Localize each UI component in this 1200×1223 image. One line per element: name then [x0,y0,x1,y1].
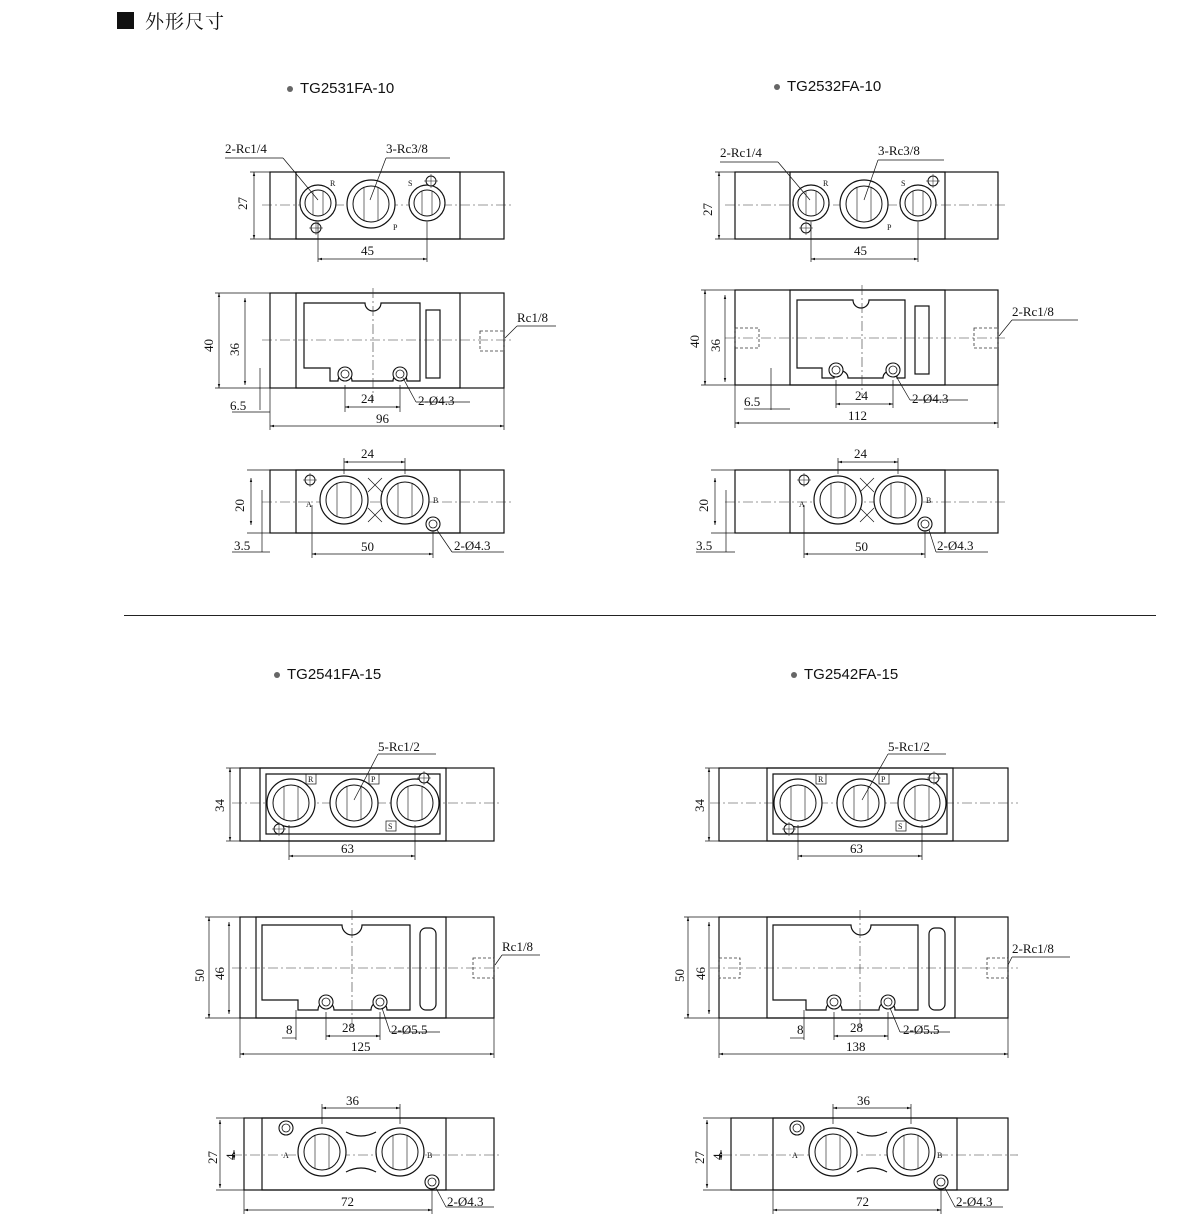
dim-34: 34 [212,799,227,812]
dim-50: 50 [192,969,207,982]
drawing-tg2542 [672,739,1070,1214]
dim-4: 4 [223,1153,238,1160]
callout-rc38: 3-Rc3/8 [386,141,428,156]
dim-45: 45 [361,243,374,258]
dim-138: 138 [846,1039,866,1054]
port-r-label: R [823,179,829,188]
dim-24: 24 [855,388,868,403]
callout-rc18: Rc1/8 [502,939,534,954]
callout-hole55: 2-Ø5.5 [391,1022,428,1037]
callout-rc14: 2-Rc1/4 [720,145,762,160]
model-name: TG2532FA-10 [787,78,882,95]
callout-hole43: 2-Ø4.3 [912,391,949,406]
top-view [700,143,1008,262]
dim-50: 50 [855,539,868,554]
dim-112: 112 [848,408,868,423]
dim-40: 40 [687,335,702,348]
port-b-label: B [926,496,932,505]
port-b-label: B [427,1151,433,1160]
dim-40: 40 [201,339,216,352]
top-view [212,739,502,860]
dim-28: 28 [342,1020,355,1035]
dim-63: 63 [341,841,354,856]
bottom-view [692,1093,1018,1214]
dim-36: 36 [857,1093,870,1108]
port-s-label: S [901,179,906,188]
callout-hole43: 2-Ø4.3 [418,393,455,408]
callout-rc18: Rc1/8 [517,310,549,325]
dim-50: 50 [672,969,687,982]
callout-rc38: 3-Rc3/8 [878,143,920,158]
model-name: TG2541FA-15 [287,666,382,683]
dim-36: 36 [227,343,242,356]
bottom-view [696,446,1008,558]
dim-24: 24 [361,446,374,461]
front-view [201,288,556,430]
callout-hole43: 2-Ø4.3 [447,1194,484,1209]
dim-24: 24 [854,446,867,461]
drawing-tg2532 [687,143,1078,558]
callout-rc14: 2-Rc1/4 [225,141,267,156]
dim-36: 36 [708,339,723,352]
dim-63: 63 [850,841,863,856]
callout-rc18x2: 2-Rc1/8 [1012,941,1054,956]
dim-96: 96 [376,411,389,426]
port-a-label: A [283,1151,289,1160]
callout-rc18x2: 2-Rc1/8 [1012,304,1054,319]
front-view [672,910,1070,1058]
dim-72: 72 [856,1194,869,1209]
dim-20: 20 [696,499,711,512]
dim-3-5: 3.5 [696,538,713,553]
dim-28: 28 [850,1020,863,1035]
callout-hole55: 2-Ø5.5 [903,1022,940,1037]
dim-27: 27 [700,203,715,216]
dim-20: 20 [232,499,247,512]
dim-6-5: 6.5 [744,394,761,409]
dim-27: 27 [692,1151,707,1164]
port-a-label: A [792,1151,798,1160]
dim-46: 46 [693,967,708,980]
dim-34: 34 [692,799,707,812]
port-a-label: A [306,500,312,509]
port-s-label: S [408,179,413,188]
section-title: 外形尺寸 [145,11,226,33]
port-p-label: P [371,775,376,784]
port-p-label: P [881,775,886,784]
port-p-label: P [887,223,892,232]
top-view [692,739,1018,860]
dim-6-5: 6.5 [230,398,247,413]
port-b-label: B [433,496,439,505]
dim-27: 27 [205,1151,220,1164]
model-name: TG2542FA-15 [804,666,899,683]
callout-hole43: 2-Ø4.3 [956,1194,993,1209]
bottom-view [232,446,512,558]
top-view [225,141,512,262]
dim-27: 27 [235,197,250,210]
dim-8: 8 [286,1022,293,1037]
dim-50: 50 [361,539,374,554]
dim-36: 36 [346,1093,359,1108]
dim-45: 45 [854,243,867,258]
callout-rc12: 5-Rc1/2 [378,739,420,754]
port-b-label: B [937,1151,943,1160]
port-a-label: A [799,500,805,509]
port-s-label: S [388,822,393,831]
port-r-label: R [818,775,824,784]
callout-hole43: 2-Ø4.3 [454,538,491,553]
port-s-label: S [898,822,903,831]
port-r-label: R [308,775,314,784]
front-view [687,285,1078,428]
callout-rc12: 5-Rc1/2 [888,739,930,754]
port-r-label: R [330,179,336,188]
dim-8: 8 [797,1022,804,1037]
callout-hole43: 2-Ø4.3 [937,538,974,553]
drawing-tg2531 [201,141,556,558]
dim-46: 46 [212,967,227,980]
port-p-label: P [393,223,398,232]
front-view [192,910,540,1058]
dim-24: 24 [361,391,374,406]
dim-72: 72 [341,1194,354,1209]
dim-125: 125 [351,1039,371,1054]
bottom-view [205,1093,502,1214]
dim-4: 4 [710,1153,725,1160]
model-name: TG2531FA-10 [300,80,395,97]
dim-3-5: 3.5 [234,538,251,553]
drawing-tg2541 [192,739,540,1214]
